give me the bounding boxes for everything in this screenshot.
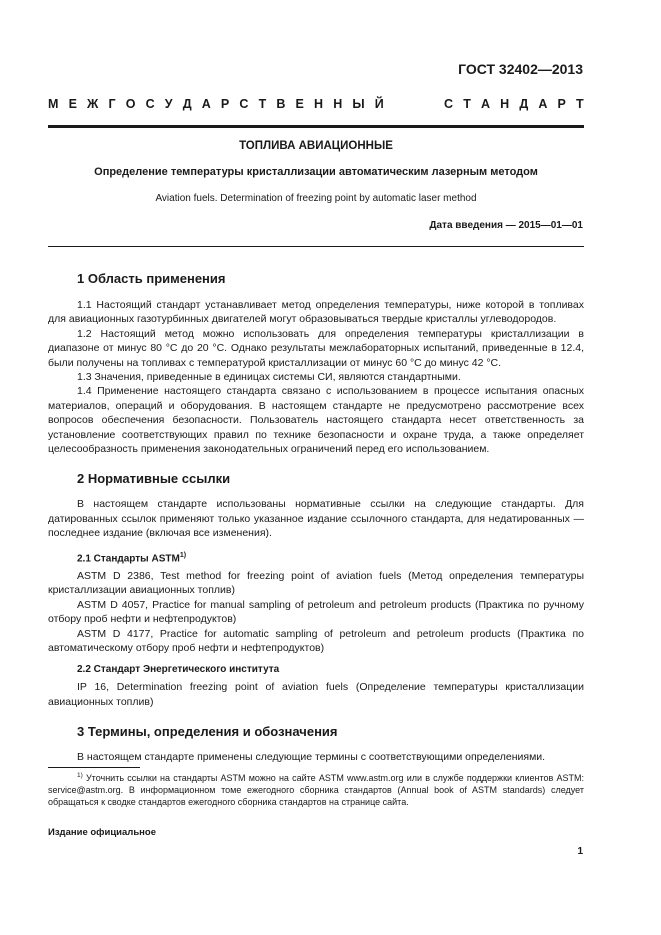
paragraph-1-4: 1.4 Применение настоящего стандарта связано с использованием в процессе испытания опасных материалов, операций и оборудования. В настоящем стандарте не предусмотрено рассмотрение всех вопросов обеспечения безопасности. Пользователь настоящего стандарта несет ответственность за установление соответствующих правил по технике безопасности и охране труда, а также определяет целесообразность применения законодательных ограничений перед его использованием. [48,385,584,456]
section-2-heading: 2 Нормативные ссылки [77,471,231,487]
banner-letter: М [48,97,59,111]
footnote-separator [48,767,140,768]
footnote-text: Уточнить ссылки на стандарты ASTM можно на сайте ASTM www.astm.org или в службе поддержки клиентов ASTM: service@astm.org. В информационном томе ежегодного сборника стандартов (Annual book of ASTM standards) следует обращаться к сводке стандартов ежегодного сборника стандартов на странице сайта. [48,773,584,807]
banner-letter: Ж [87,97,99,111]
subsection-2-1-heading [77,549,584,566]
paragraph-1-1: 1.1 Настоящий стандарт устанавливает метод определения температуры, ниже которой в топливах для авиационных газотурбинных двигателей могут образовываться твердые кристаллы углеводородов. [48,299,584,326]
reference-item: ASTM D 4057, Practice for manual sampling of petroleum and petroleum products (Практика по ручному отбору проб нефти и нефтепродуктов) [48,598,584,626]
interstate-standard-banner [48,97,584,111]
introduction-date: Дата введения — 2015—01—01 [429,220,583,231]
banner-letter: Ы [352,97,365,111]
official-edition-label: Издание официальное [48,827,156,838]
banner-letter: О [125,97,136,111]
banner-letter: С [145,97,155,111]
banner-letter: Н [500,97,510,111]
banner-letter: Е [68,97,77,111]
banner-letter: Д [182,97,192,111]
banner-letter: Г [108,97,116,111]
banner-letter: В [276,97,286,111]
banner-letter: Р [557,97,566,111]
banner-letter: Д [519,97,529,111]
header-divider-thick [48,125,584,128]
document-title: ТОПЛИВА АВИАЦИОННЫЕ [239,140,393,152]
banner-letter: А [538,97,548,111]
banner-letter: А [480,97,490,111]
banner-letter: А [201,97,211,111]
footnote [48,770,584,808]
header-divider-thin [48,246,584,247]
footnote-number: 1) [77,772,83,779]
paragraph-3-intro: В настоящем стандарте применены следующие термины с соответствующими определениями. [77,751,546,764]
banner-letter: У [164,97,173,111]
reference-item: ASTM D 4177, Practice for automatic sampling of petroleum and petroleum products (Практика по автоматическому отбору проб нефти и нефтепродуктов) [48,627,584,655]
banner-letter: Р [220,97,230,111]
paragraph-2-intro: В настоящем стандарте использованы нормативные ссылки на следующие стандарты. Для датированных ссылок применяют только указанное издание ссылочного стандарта, для недатированных — последнее издание (включая все изменения). [48,498,584,540]
banner-letter: Т [463,97,471,111]
document-title-english: Aviation fuels. Determination of freezing point by automatic laser method [155,193,477,204]
document-body [48,270,584,765]
banner-gap [394,97,434,111]
banner-letter: Т [576,97,584,111]
banner-letter: Й [374,97,384,111]
banner-letter: Е [295,97,304,111]
paragraph-1-2: 1.2 Настоящий метод можно использовать для определения температуры кристаллизации в диапазоне от минус 80 °С до 20 °С. Однако результаты межлабораторных испытаний, приведенные в 12.4, были получены на топливах с температурой кристаллизации от минус 60 °С до минус 42 °С. [48,327,584,369]
banner-letter: Н [314,97,324,111]
reference-item: IP 16, Determination freezing point of aviation fuels (Определение температуры кристаллизации авиационных топлив) [48,681,584,708]
page-number: 1 [577,846,583,857]
section-3-heading: 3 Термины, определения и обозначения [77,724,338,740]
document-subtitle: Определение температуры кристаллизации автоматическим лазерным методом [94,166,538,178]
subsection-2-1-title: 2.1 Стандарты ASTM [77,553,180,565]
subsection-2-2-heading: 2.2 Стандарт Энергетического института [77,664,280,676]
reference-item: ASTM D 2386, Test method for freezing point of aviation fuels (Метод определения температуры кристаллизации авиационных топлив) [48,570,584,597]
banner-letter: С [239,97,249,111]
footnote-mark: 1) [179,551,187,559]
standard-code: ГОСТ 32402—2013 [458,61,583,77]
banner-letter: Н [333,97,343,111]
banner-letter: С [444,97,454,111]
section-1-heading: 1 Область применения [77,271,226,286]
paragraph-1-3: 1.3 Значения, приведенные в единицах системы СИ, являются стандартными. [77,371,461,384]
banner-letter: Т [258,97,267,111]
